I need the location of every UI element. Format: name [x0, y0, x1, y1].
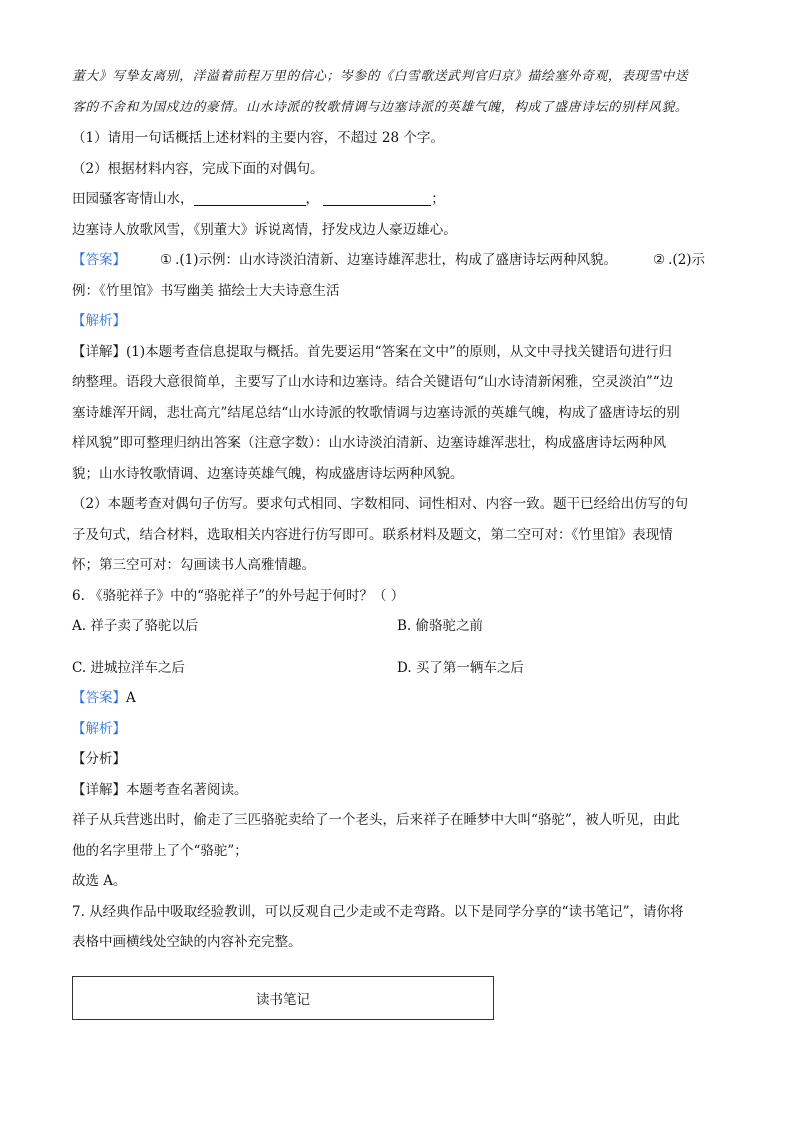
detail-tag: 【详解】: [72, 781, 126, 798]
detail-line: （2）本题考查对偶句子仿写。要求句式相同、字数相同、词性相对、内容一致。题干已经给出仿写的句: [72, 496, 689, 512]
circle-one-icon: ①: [160, 252, 173, 268]
question-5-1: （1）请用一句话概括上述材料的主要内容，不超过 28 个字。: [72, 130, 444, 146]
answer-text-2: .(2)示: [668, 252, 706, 268]
question-7-cont: 表格中画横线处空缺的内容补充完整。: [72, 934, 302, 950]
detail-line: [72, 775, 732, 806]
detail-line: 纳整理。语段大意很简单，主要写了山水诗和边塞诗。结合关键语句“山水诗清新闲雅，空灵淡泊”“边: [72, 374, 674, 390]
fenxi-tag: 【分析】: [72, 751, 126, 767]
options-row: [72, 611, 732, 642]
answer-continuation: 例：《竹里馆》书写幽美 描绘士大夫诗意生活: [72, 282, 340, 299]
answer-text-1: .(1)示例：山水诗淡泊清新、边塞诗雄浑悲壮，构成了盛唐诗坛两种风貌。: [175, 252, 618, 268]
document-body: [72, 62, 732, 958]
answer-blank: [194, 191, 306, 206]
detail-text: (1)本题考查信息提取与概括。首先要运用“答案在文中”的原则，从文中寻找关键语句进行归: [126, 343, 672, 360]
detail-line: 塞诗雄浑开阔，悲壮高亢”结尾总结“山水诗派的牧歌情调与边塞诗派的英雄气魄，构成了盛唐诗坛的别: [72, 404, 680, 421]
couplet-end: ；: [431, 191, 445, 207]
couplet-line-1: [72, 184, 732, 215]
table-header: 读书笔记: [256, 992, 310, 1008]
explanation-line: 祥子从兵营逃出时，偷走了三匹骆驼卖给了一个老头，后来祥子在睡梦中大叫“骆驼”，被人听见，由此: [72, 812, 680, 828]
answer-blank: [323, 191, 431, 206]
answer-row: [72, 245, 732, 276]
question-7: 7. 从经典作品中吸取经验教训，可以反观自己少走或不走弯路。以下是同学分享的“读书笔记”，请你将: [72, 903, 684, 920]
conclusion-line: 故选 A。: [72, 873, 127, 889]
option-c: C. 进城拉洋车之后: [72, 659, 185, 676]
answer-row: [72, 683, 732, 714]
question-6: 6. 《骆驼祥子》中的“骆驼祥子”的外号起于何时？（ ）: [72, 587, 405, 604]
couplet-start: 田园骚客寄情山水，: [72, 191, 194, 207]
detail-text: 本题考查名著阅读。: [126, 781, 248, 798]
detail-line: 样风貌”即可整理归纳出答案（注意字数）：山水诗淡泊清新、边塞诗雄浑悲壮，构成盛唐诗坛两种风: [72, 435, 667, 451]
passage-line: 客的不舍和为国戍边的豪情。山水诗派的牧歌情调与边塞诗派的英雄气魄，构成了盛唐诗坛的别样风貌。: [72, 99, 689, 115]
question-5-2: （2）根据材料内容，完成下面的对偶句。: [72, 160, 324, 177]
option-b: B. 偷骆驼之前: [397, 618, 484, 634]
circle-two-icon: ②: [653, 252, 666, 268]
detail-line: 子及句式，结合材料，选取相关内容进行仿写即可。联系材料及题文，第二空可对：《竹里馆》表现情: [72, 526, 673, 543]
detail-line: [72, 337, 732, 368]
detail-line: 怀；第三空可对：勾画读书人高雅情趣。: [72, 557, 315, 573]
answer-tag: 【答案】: [72, 252, 126, 268]
option-d: D. 买了第一辆车之后: [397, 659, 524, 676]
explanation-line: 他的名字里带上了个“骆驼”；: [72, 842, 248, 859]
detail-line: 貌；山水诗牧歌情调、边塞诗英雄气魄，构成盛唐诗坛两种风貌。: [72, 465, 464, 482]
detail-tag: 【详解】: [72, 343, 126, 360]
analysis-tag: 【解析】: [72, 720, 126, 737]
option-a: A. 祥子卖了骆驼以后: [72, 618, 199, 634]
answer-tag: 【答案】: [72, 690, 126, 706]
answer-value: A: [126, 690, 136, 706]
couplet-line-2: 边塞诗人放歌风雪，《别董大》诉说离情，抒发戍边人豪迈雄心。: [72, 221, 457, 238]
reading-notes-table: [72, 976, 494, 1020]
analysis-tag: 【解析】: [72, 313, 126, 329]
couplet-sep: ，: [305, 191, 319, 207]
passage-line: 董大》写挚友离别，洋溢着前程万里的信心；岑参的《白雪歌送武判官归京》描绘塞外奇观，表现雪中送: [72, 69, 689, 84]
options-row: [72, 653, 732, 684]
